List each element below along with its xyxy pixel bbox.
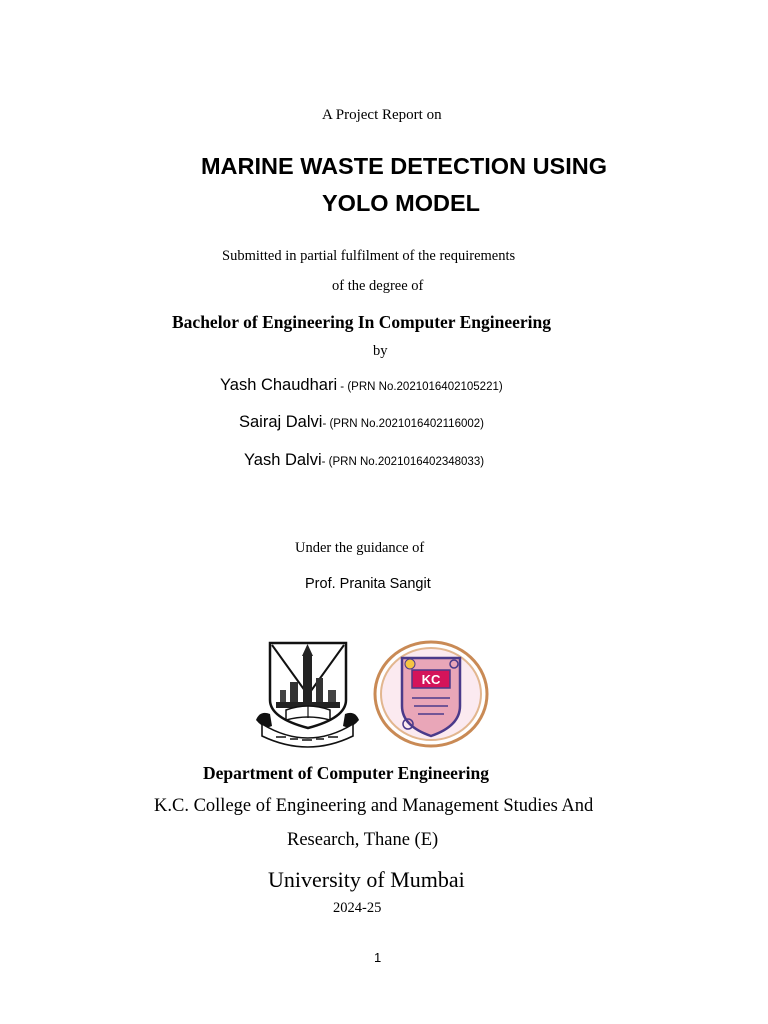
author-name: Yash Dalvi [244, 451, 322, 469]
report-title-line1: MARINE WASTE DETECTION USING [200, 153, 608, 179]
college-logo-letters: KC [421, 672, 441, 687]
college-name-line1: K.C. College of Engineering and Management Studies And [154, 796, 594, 816]
submission-line1: Submitted in partial fulfilment of the requirements [222, 248, 516, 264]
author-prn: - (PRN No.2021016402348033) [321, 456, 485, 468]
university-crest-icon [250, 640, 365, 750]
college-logo [372, 640, 490, 748]
author-row [239, 413, 484, 432]
author-row [244, 451, 484, 470]
guide-name: Prof. Pranita Sangit [305, 576, 431, 592]
academic-year: 2024-25 [333, 900, 382, 916]
university-logo [250, 640, 365, 750]
kc-college-emblem-icon [372, 640, 490, 748]
report-intro: A Project Report on [322, 107, 442, 123]
by-label: by [373, 343, 388, 359]
author-name: Yash Chaudhari [220, 376, 338, 394]
author-prn: - (PRN No.2021016402105221) [337, 381, 503, 393]
university-name: University of Mumbai [268, 867, 465, 892]
degree-name: Bachelor of Engineering In Computer Engineering [172, 312, 552, 332]
page-number: 1 [374, 950, 382, 965]
department-name: Department of Computer Engineering [203, 763, 489, 783]
report-title-line2: YOLO MODEL [322, 190, 480, 216]
college-name-line2: Research, Thane (E) [287, 830, 439, 850]
author-row [220, 376, 503, 395]
guidance-label: Under the guidance of [295, 540, 425, 556]
submission-line2: of the degree of [332, 278, 424, 294]
author-name: Sairaj Dalvi [239, 413, 323, 431]
author-prn: - (PRN No.2021016402116002) [322, 418, 484, 430]
